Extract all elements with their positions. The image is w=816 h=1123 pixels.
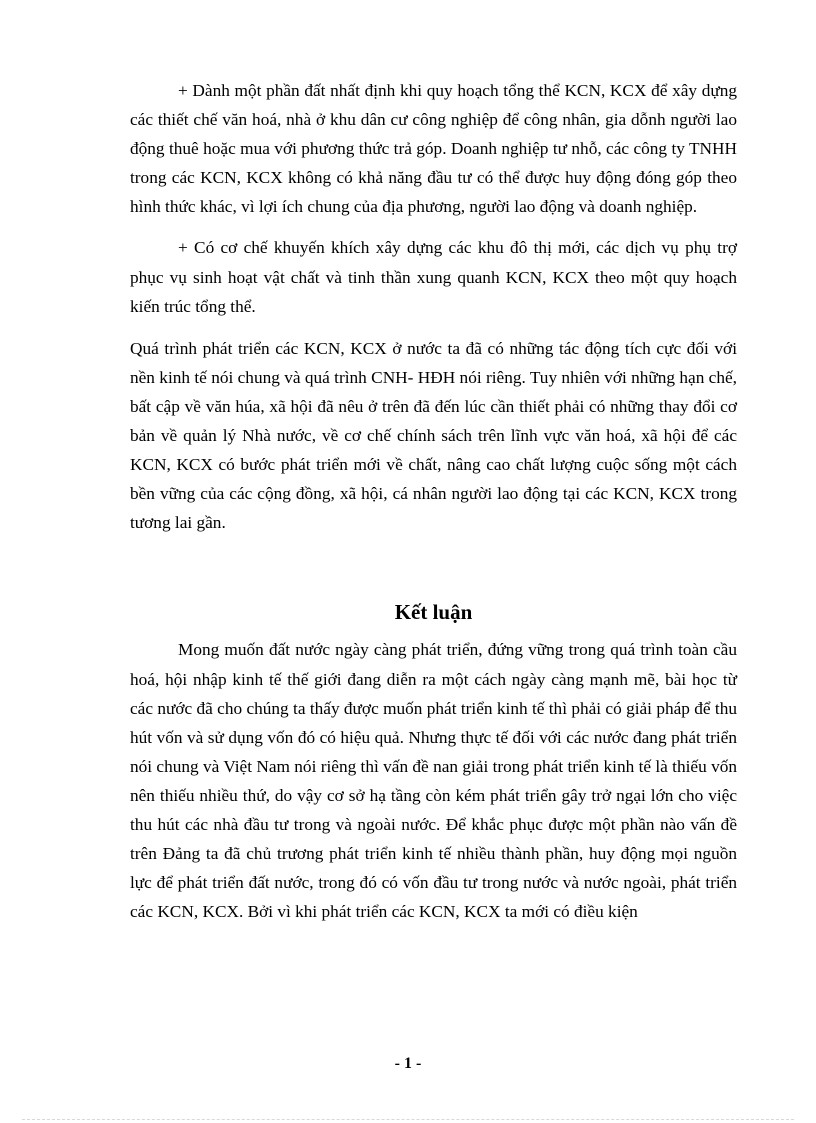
paragraph-housing-plan: + Dành một phần đất nhất định khi quy hoạch tổng thể KCN, KCX để xây dựng các thiết chế văn hoá, nhà ở khu dân cư công nghiệp để công nhân, gia dỗnh người lao động thuê hoặc mua với phương thức trả góp. Doanh nghiệp tư nhỗ, các công ty TNHH trong các KCN, KCX không có khả năng đầu tư có thể được huy động đóng góp theo hình thức khác, vì lợi ích chung của địa phương, người lao động và doanh nghiệp. (130, 81, 737, 217)
paragraph-urban-incentives: + Có cơ chế khuyến khích xây dựng các khu đô thị mới, các dịch vụ phụ trợ phục vụ sinh hoạt vật chất và tinh thần xung quanh KCN, KCX theo một quy hoạch kiến trúc tổng thể. (130, 238, 737, 316)
page-number: - 1 - (394, 1055, 422, 1072)
paragraph-development-summary: Quá trình phát triển các KCN, KCX ở nước ta đã có những tác động tích cực đối với nền kinh tế nói chung và quá trình CNH- HĐH nói riêng. Tuy nhiên với những hạn chế, bất cập về văn húa, xã hội đã nêu ở trên đã đến lúc cần thiết phải có những thay đổi cơ bản về quản lý Nhà nước, về cơ chế chính sách trên lĩnh vực văn hoá, xã hội để các KCN, KCX có bước phát triển mới về chất, nâng cao chất lượng cuộc sống một cách bền vững của các cộng đồng, xã hội, cá nhân người lao động tại các KCN, KCX trong tương lai gần. (130, 338, 737, 533)
document-page (130, 76, 737, 926)
paragraph-conclusion: Mong muốn đất nước ngày càng phát triển, đứng vững trong quá trình toàn cầu hoá, hội nhập kinh tế thế giới đang diễn ra một cách ngày càng mạnh mẽ, bài học từ các nước đã cho chúng ta thấy được muốn phát triển kinh tế thì phải có giải pháp để thu hút vốn và sử dụng vốn đó có hiệu quả. Nhưng thực tế đối với các nước đang phát triển nói chung và Việt Nam nói riêng thì vấn đề nan giải trong phát triển kinh tế là thiếu vốn nên thiếu nhiều thứ, do vậy cơ sở hạ tầng còn kém phát triển gây trở ngại lớn cho việc thu hút các nhà đầu tư trong và ngoài nước. Để khắc phục được một phần nào vấn đề trên Đảng ta đã chủ trương phát triển kinh tế nhiều thành phần, huy động mọi nguồn lực để phát triển đất nước, trong đó có vốn đầu tư trong nước và nước ngoài, phát triển các KCN, KCX. Bởi vì khi phát triển các KCN, KCX ta mới có điều kiện (130, 640, 737, 922)
page-edge-divider (22, 1119, 794, 1120)
section-heading-conclusion: Kết luận (394, 600, 473, 625)
